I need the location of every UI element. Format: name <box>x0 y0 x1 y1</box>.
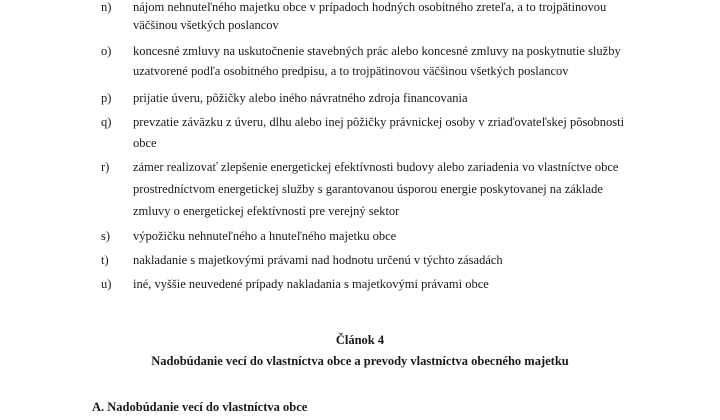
section-heading: A. Nadobúdanie vecí do vlastníctva obce <box>92 400 308 414</box>
article-title: Článok 4 <box>335 333 385 347</box>
item-letter: s) <box>101 229 111 243</box>
item-text-line: väčšinou všetkých poslancov <box>133 18 279 32</box>
item-letter: r) <box>101 160 110 174</box>
item-text-line: uzatvorené podľa osobitného predpisu, a to trojpätinovou väčšinou všetkých poslancov <box>133 64 569 78</box>
item-text-line: nakladanie s majetkovými právami nad hodnotu určenú v týchto zásadách <box>133 253 503 267</box>
item-text-line: výpožičku nehnuteľného a hnuteľného majetku obce <box>133 229 397 243</box>
item-letter: q) <box>101 115 112 129</box>
article-subtitle: Nadobúdanie vecí do vlastníctva obce a prevody vlastníctva obecného majetku <box>151 354 569 368</box>
item-text-line: iné, vyššie neuvedené prípady nakladania s majetkovými právami obce <box>133 277 489 291</box>
item-letter: t) <box>101 253 109 267</box>
item-text-line: prevzatie záväzku z úveru, dlhu alebo inej pôžičky právnickej osoby v zriaďovateľskej pôsobnosti <box>133 115 625 129</box>
item-text-line: koncesné zmluvy na uskutočnenie stavebných prác alebo koncesné zmluvy na poskytnutie služby <box>133 44 621 58</box>
item-text-line: nájom nehnuteľného majetku obce v prípadoch hodných osobitného zreteľa, a to trojpätinovou <box>133 0 607 14</box>
item-text-line: prijatie úveru, pôžičky alebo iného návratného zdroja financovania <box>133 91 468 105</box>
item-text-line: obce <box>133 136 157 150</box>
item-letter: n) <box>101 0 112 14</box>
item-text-line: zmluvy o energetickej efektívnosti pre verejný sektor <box>133 204 400 218</box>
item-text-line: prostredníctvom energetickej služby s garantovanou úsporou energie poskytovanej na základe <box>133 182 603 196</box>
item-letter: o) <box>101 44 112 58</box>
item-letter: p) <box>101 91 112 105</box>
item-text-line: zámer realizovať zlepšenie energetickej efektívnosti budovy alebo zariadenia vo vlastníctve obce <box>133 160 619 174</box>
item-letter: u) <box>101 277 112 291</box>
